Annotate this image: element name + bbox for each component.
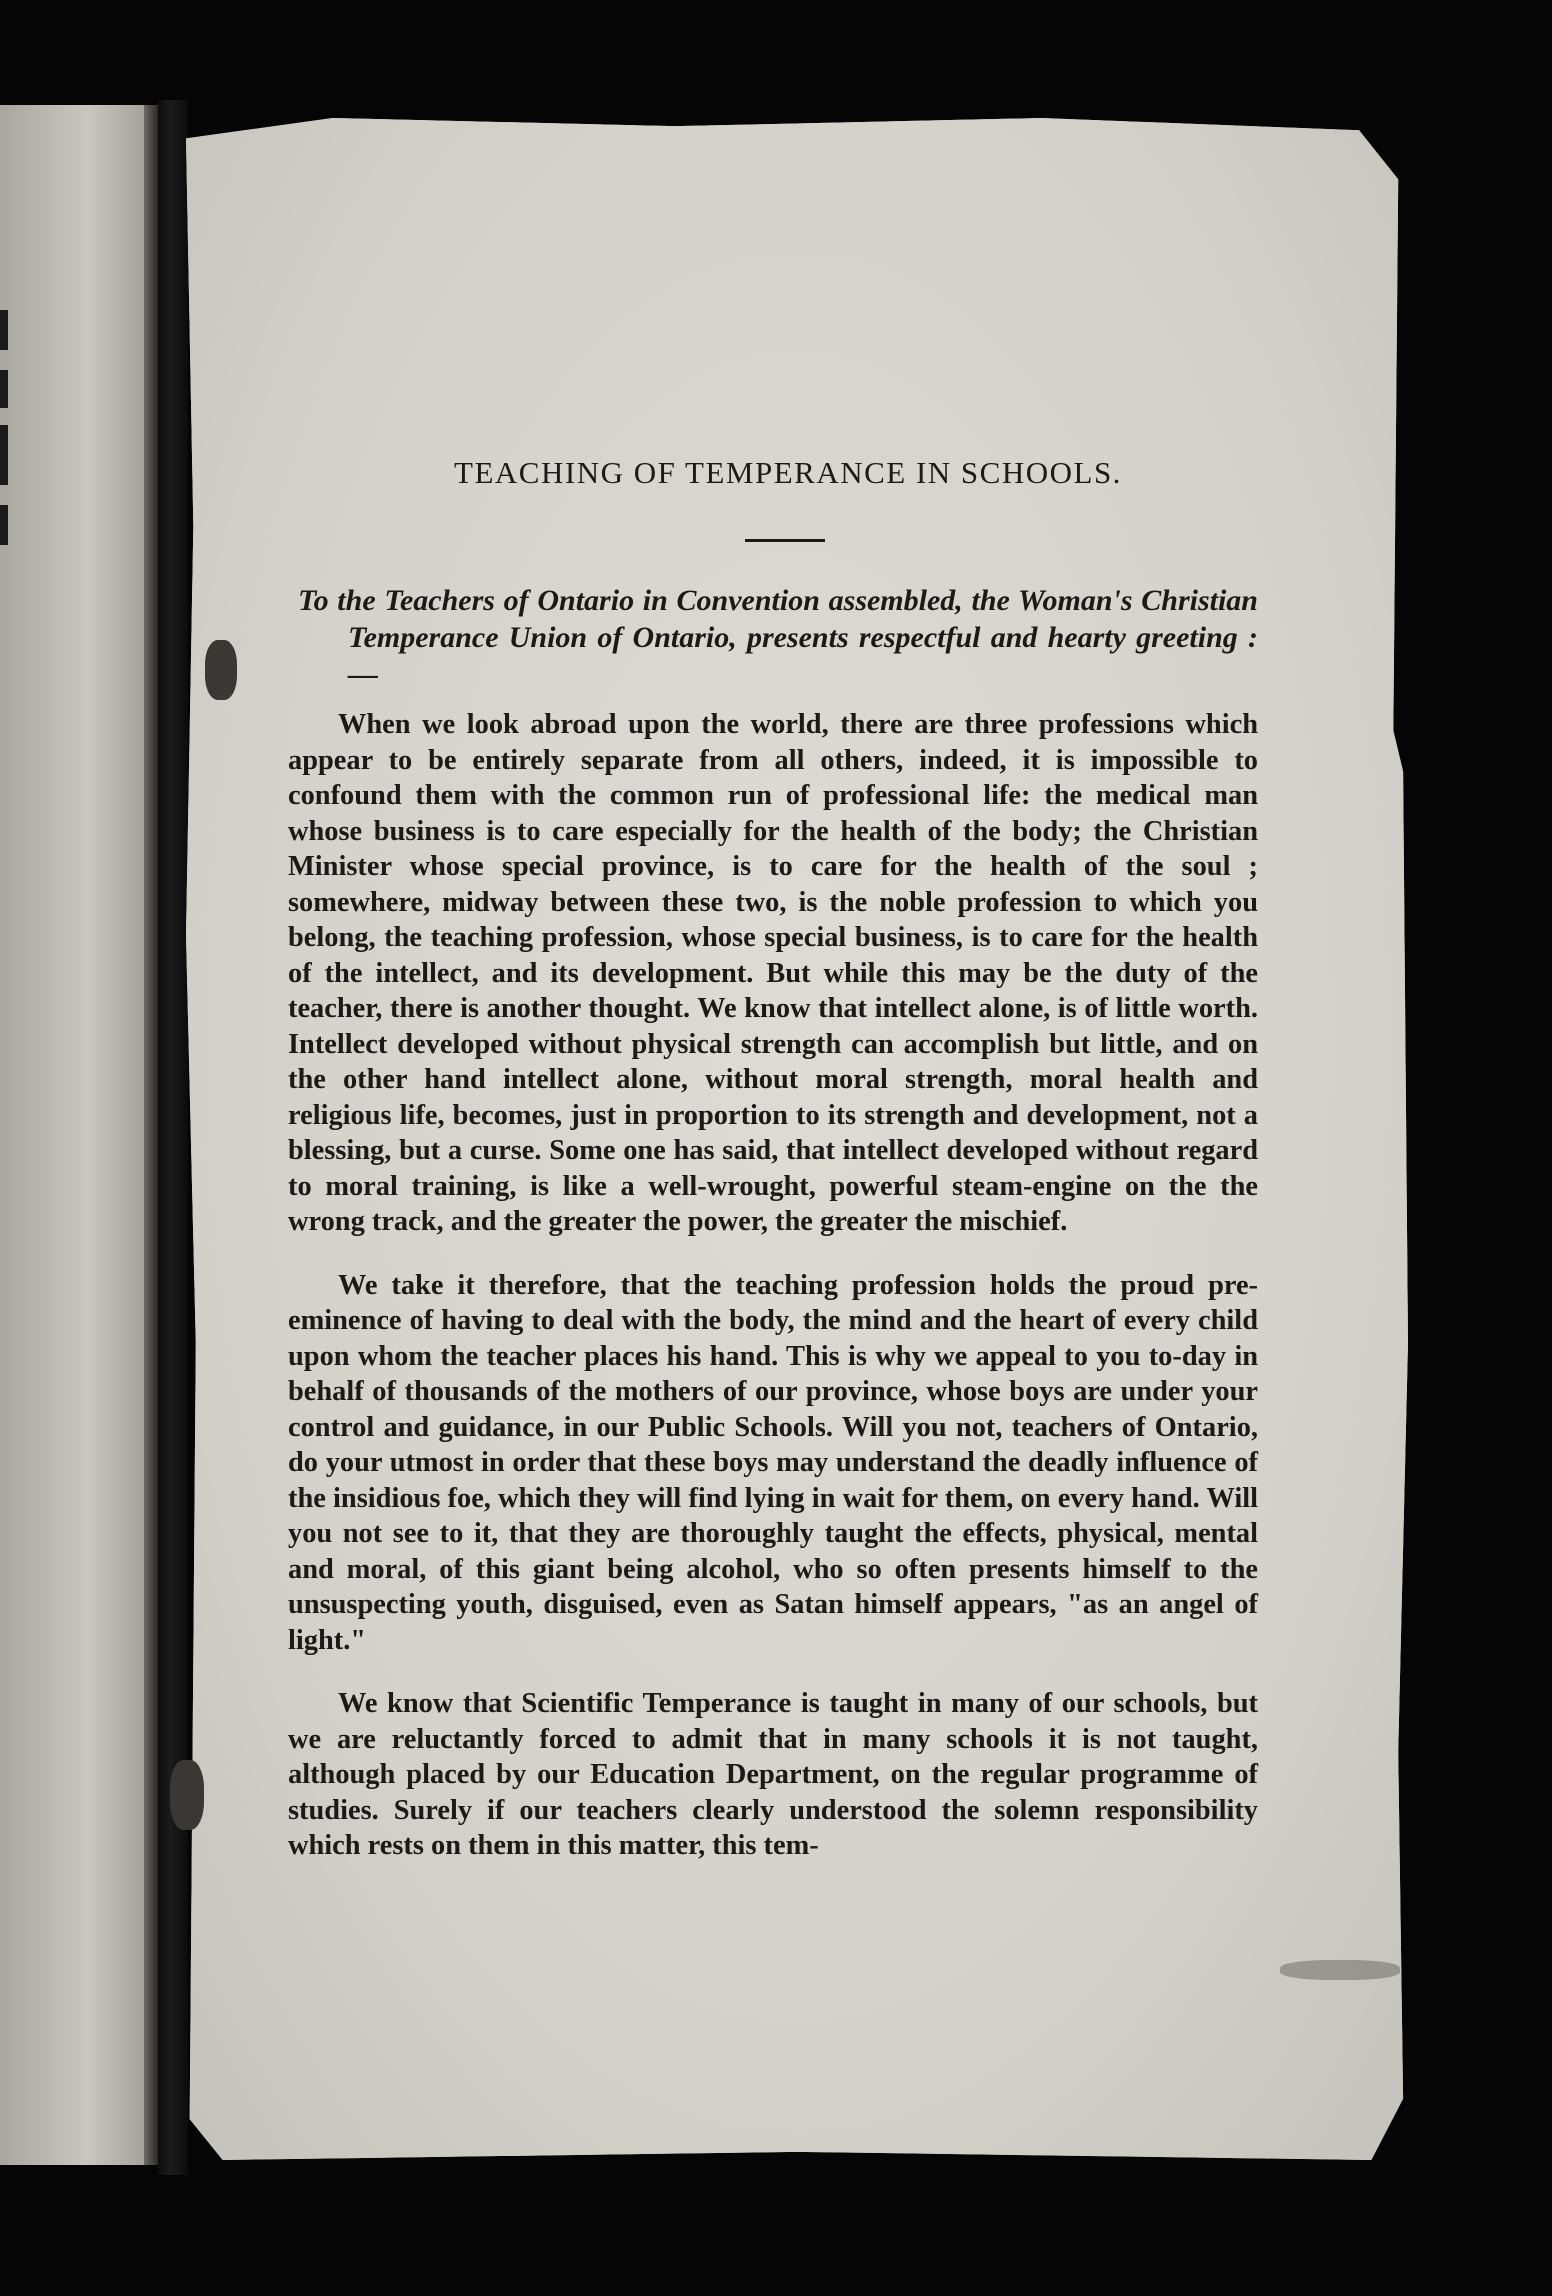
book-spine bbox=[158, 100, 188, 2175]
gutter-shadow bbox=[144, 105, 158, 2165]
page-tear bbox=[205, 640, 237, 700]
page-stain bbox=[1280, 1960, 1400, 1980]
facing-page-ink-mark bbox=[0, 425, 8, 485]
body-paragraph: We know that Scientific Temperance is taught in many of our schools, but we are reluctantly forced to admit that in many schools it is not taught, although placed by our Education Department, on the regular programme of studies. Surely if our teachers clearly understood the solemn responsibility which rests on them in this matter, this tem- bbox=[288, 1688, 1258, 1861]
facing-page-ink-mark bbox=[0, 310, 8, 350]
page-text bbox=[288, 455, 1258, 1864]
salutation: To the Teachers of Ontario in Convention assembled, the Woman's Christian Temperance Union of Ontario, presents respectful and hearty greeting :— bbox=[298, 584, 1258, 691]
facing-page-edge bbox=[0, 105, 158, 2165]
page-tear bbox=[170, 1760, 204, 1830]
body-paragraph: We take it therefore, that the teaching profession holds the proud pre-eminence of having to deal with the body, the mind and the heart of every child upon whom the teacher places his hand. This is why we appeal to you to-day in behalf of thousands of the mothers of our province, whose boys are under your control and guidance, in our Public Schools. Will you not, teachers of Ontario, do your utmost in order that these boys may understand the deadly influence of the insidious foe, which they will find lying in wait for them, on every hand. Will you not see to it, that they are thoroughly taught the effects, physical, mental and moral, of this giant being alcohol, who so often presents himself to the unsuspecting youth, disguised, even as Satan himself appears, "as an angel of light." bbox=[288, 1269, 1258, 1656]
body-paragraph: When we look abroad upon the world, there are three professions which appear to be entirely separate from all others, indeed, it is impossible to confound them with the common run of professional life: the medical man whose business is to care especially for the health of the body; the Christian Minister whose special province, is to care for the health of the soul ; somewhere, midway between these two, is the noble profession to which you belong, the teaching profession, whose special business, is to care for the health of the intellect, and its development. But while this may be the duty of the teacher, there is another thought. We know that intellect alone, is of little worth. Intellect developed without physical strength can accomplish but little, and on the other hand intellect alone, without moral strength, moral health and religious life, becomes, just in proportion to its strength and development, not a blessing, but a curse. Some one has said, that intellect developed without regard to moral training, is like a well-wrought, powerful steam-engine on the the wrong track, and the greater the power, the greater the mischief. bbox=[288, 709, 1258, 1237]
title-rule bbox=[745, 539, 825, 542]
page-title: TEACHING OF TEMPERANCE IN SCHOOLS. bbox=[454, 455, 1122, 490]
facing-page-ink-mark bbox=[0, 370, 8, 408]
facing-page-ink-mark bbox=[0, 505, 8, 545]
